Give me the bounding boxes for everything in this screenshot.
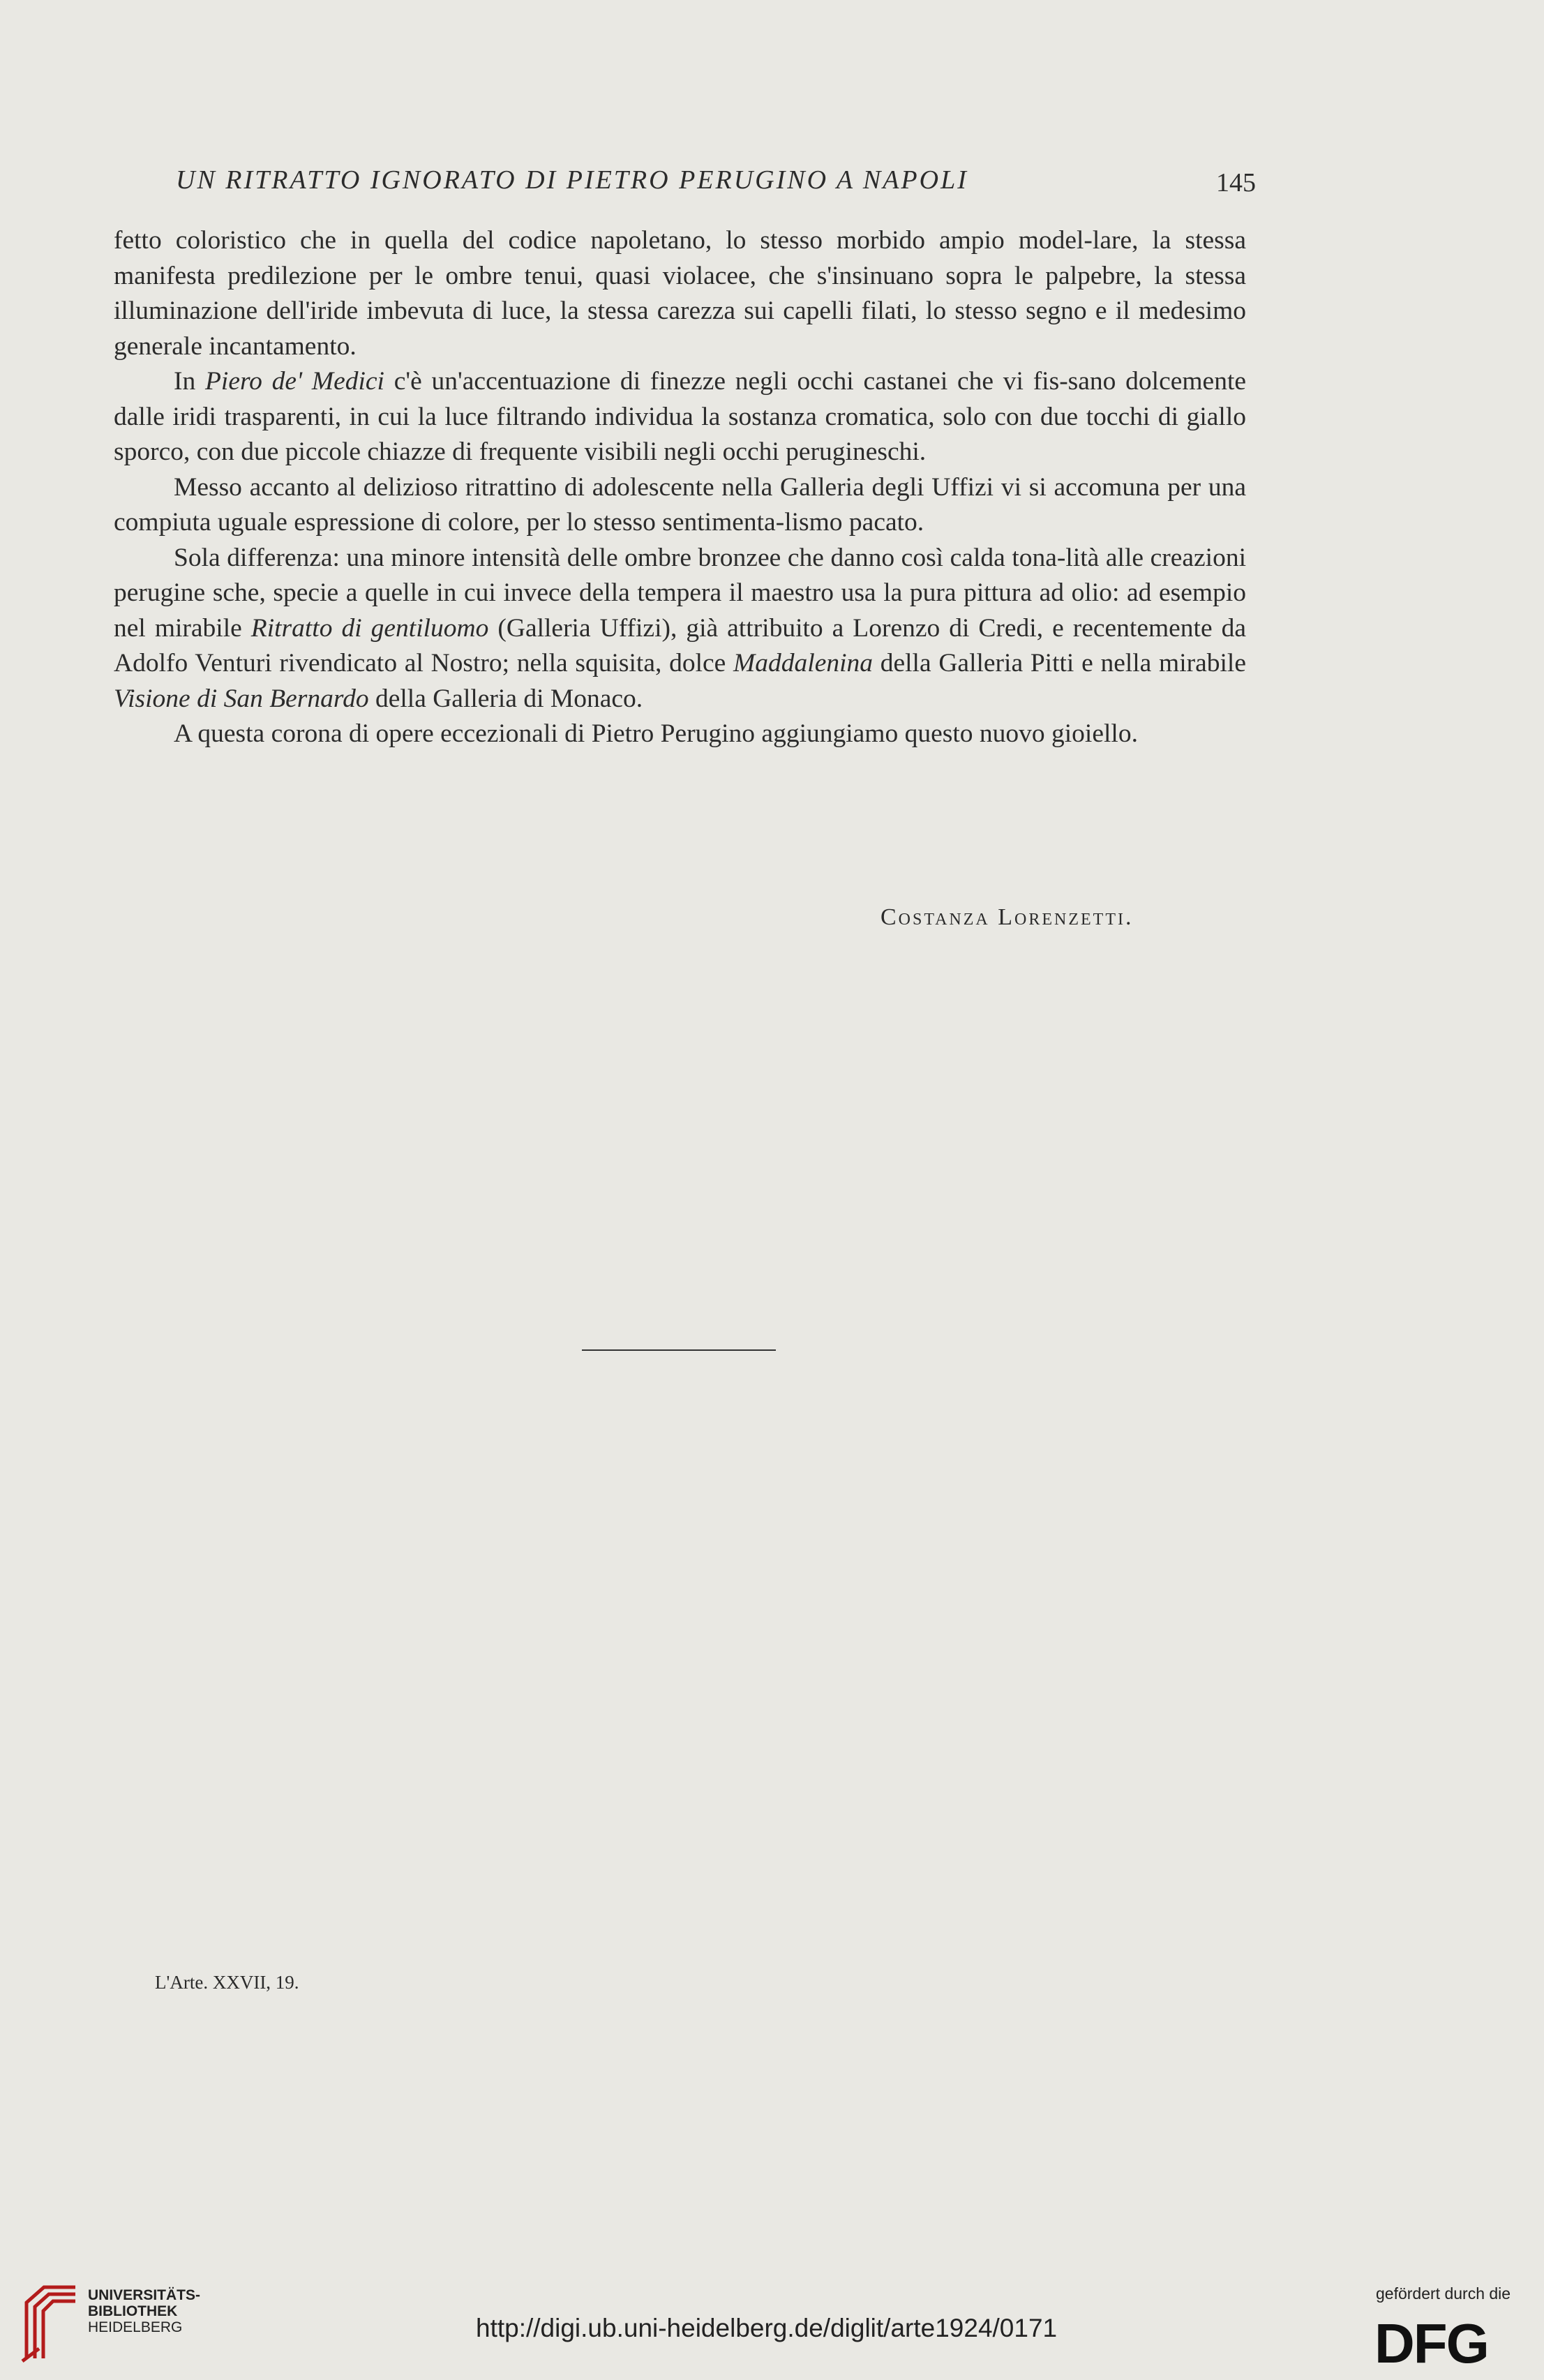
running-title: UN RITRATTO IGNORATO DI PIETRO PERUGINO A NAPOLI <box>176 165 968 195</box>
paragraph-4 <box>114 541 1246 717</box>
author-signature: Costanza Lorenzetti. <box>880 904 1134 930</box>
library-name-line-3: HEIDELBERG <box>88 2319 183 2335</box>
paragraph-1: fetto coloristico che in quella del codice napoletano, lo stesso morbido ampio model-lare, la stessa manifesta predilezione per le ombre tenui, quasi violacee, che s'insinuano sopra le palpebre, la stessa illuminazione dell'iride imbevuta di luce, la stessa carezza sui capelli filati, lo stesso segno e il medesimo generale incantamento. <box>114 226 1246 361</box>
dfg-logo-icon[interactable] <box>1373 2315 1521 2368</box>
page-number: 145 <box>1216 168 1256 197</box>
paragraph-2-text-a: In <box>174 367 205 396</box>
paragraph-2 <box>114 364 1246 470</box>
library-name-line-1: UNIVERSITÄTS- <box>88 2287 201 2303</box>
permalink-url[interactable]: http://digi.ub.uni-heidelberg.de/diglit/arte1924/0171 <box>476 2314 1058 2342</box>
paragraph-4-text-c: della Galleria Pitti e nella mirabile <box>873 649 1246 678</box>
paragraph-3: Messo accanto al delizioso ritrattino di adolescente nella Galleria degli Uffizi vi si accomuna per una compiuta uguale espressione di colore, per lo stesso sentimenta-lismo pacato. <box>114 472 1246 537</box>
paragraph-5: A questa corona di opere eccezionali di Pietro Perugino aggiungiamo questo nuovo gioiello. <box>174 719 1138 748</box>
university-library-name[interactable] <box>88 2287 200 2335</box>
section-divider <box>582 1349 776 1351</box>
paragraph-2-text-b: c'è un'accentuazione di finezze negli occhi castanei che vi fis-sano dolcemente dalle iridi trasparenti, in cui la luce filtrando individua la sostanza cromatica, solo con due tocchi di giallo sporco, con due piccole chiazze di frequente visibili negli occhi perugineschi. <box>114 367 1247 466</box>
journal-folio: L'Arte. XXVII, 19. <box>155 1972 299 1993</box>
university-library-logo-icon[interactable] <box>20 2282 82 2365</box>
artwork-title-piero: Piero de' Medici <box>205 367 384 396</box>
funding-note: gefördert durch die <box>1376 2284 1511 2303</box>
show-through-text <box>209 1702 1242 1968</box>
library-name-line-2: BIBLIOTHEK <box>88 2303 178 2319</box>
artwork-title-ritratto: Ritratto di gentiluomo <box>250 613 489 643</box>
artwork-title-maddalenina: Maddalenina <box>733 649 874 678</box>
article-body <box>114 223 1246 752</box>
paragraph-4-text-a: Sola differenza: una minore intensità delle ombre bronzee che danno così calda tona-lità alle creazioni perugine sche, specie a quelle in cui invece della tempera il maestro usa la pura pittura ad olio: ad esempio nel mirabile <box>114 543 1246 643</box>
running-header <box>112 165 1256 207</box>
digitization-footer <box>0 2261 1544 2380</box>
paragraph-4-text-b: (Galleria Uffizi), già attribuito a Lorenzo di Credi, e recentemente da Adolfo Venturi rivendicato al Nostro; nella squisita, dolce <box>114 613 1247 678</box>
artwork-title-visione: Visione di San Bernardo <box>114 684 369 713</box>
paragraph-4-text-d: della Galleria di Monaco. <box>368 684 643 713</box>
dfg-logo-text: DFG <box>1374 2315 1488 2368</box>
